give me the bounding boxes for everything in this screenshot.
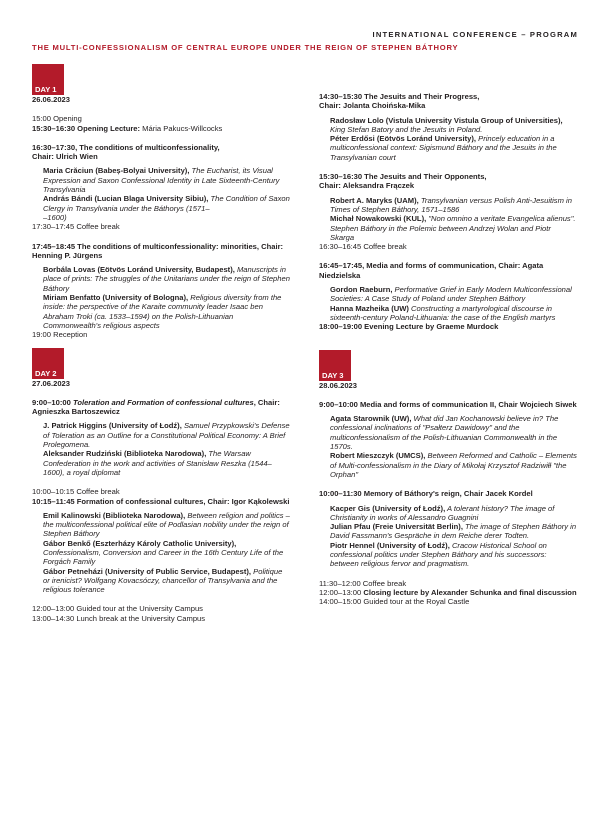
- session-block: [32, 143, 290, 222]
- session-chair: Chair: Jolanta Choińska-Mika: [319, 101, 426, 111]
- speaker: Kacper Gis (University of Łodź),: [330, 503, 446, 513]
- talk-title: Constructing a martyrological discourse in sixteenth-century Poland-Lithuania: the case of the English martyrs: [330, 303, 556, 322]
- talk: [43, 539, 290, 567]
- session-title: 15:30–16:30 The Jesuits and Their Opponents,: [319, 172, 487, 182]
- talk-title: Manuscripts in place of prints: The struggles of the Unitarians under the reign of Stephen Báthory: [43, 265, 290, 293]
- talk-title: King Stefan Batory and the Jesuits in Poland.: [330, 124, 483, 134]
- guided-tour: 12:00–13:00 Guided tour at the University Campus: [32, 604, 203, 614]
- session-title: 14:30–15:30 The Jesuits and Their Progress,: [319, 92, 480, 101]
- speaker: Emil Kalinowski (Biblioteka Narodowa),: [43, 510, 186, 520]
- talk-list: [43, 511, 290, 595]
- day-1-badge: DAY 1: [32, 64, 64, 95]
- header-title: INTERNATIONAL CONFERENCE – PROGRAM: [372, 30, 578, 39]
- session-block: [319, 400, 577, 479]
- talk: [330, 522, 577, 541]
- talk: [330, 134, 577, 162]
- talk: [43, 567, 290, 595]
- session-name: Toleration and Formation of confessional cultures: [72, 397, 254, 407]
- speaker: Robert A. Maryks (UAM),: [330, 195, 419, 205]
- talk: [330, 541, 577, 569]
- session-block: [319, 261, 577, 322]
- talk-title: Politique or irenicist? Wolfgang Kovacsóczy, chancellor of Transylvania and the religious tolerance: [43, 566, 283, 595]
- talk: [43, 194, 290, 213]
- lunch-break: 13:00–14:30 Lunch break at the University Campus: [32, 613, 206, 623]
- talk: [43, 511, 290, 539]
- talk: [43, 293, 290, 330]
- talk-list: [43, 265, 290, 330]
- talk-list: [330, 196, 577, 242]
- session-chair: , Chair: Agnieszka Bartoszewicz: [32, 397, 280, 417]
- opening-lecture-speaker: Mária Pakucs-Willcocks: [140, 123, 223, 133]
- coffee-break: 17:30–17:45 Coffee break: [32, 222, 120, 232]
- opening: 15:00 Opening: [32, 114, 82, 124]
- opening-lecture: [32, 124, 290, 133]
- speaker: Gábor Petneházi (University of Public Service, Budapest),: [43, 566, 252, 576]
- speaker: J. Patrick Higgins (University of Łodź),: [43, 421, 182, 431]
- session-title: 10:00–11:30 Memory of Báthory's reign, Chair Jacek Kordel: [319, 489, 533, 499]
- talk: [330, 285, 577, 304]
- talk-list: [43, 166, 290, 222]
- talk-title: The Eucharist, its Visual Expression and Saxon Confessional Identity in Late Sixteenth-Century Transylvania: [43, 166, 280, 195]
- speaker: András Bándi (Lucian Blaga University Sibiu),: [43, 194, 209, 204]
- talk-title: A tolerant history? The image of Christianity in works of Alessandro Guagnini: [330, 503, 555, 522]
- evening-lecture: 18:00–19:00 Evening Lecture by Graeme Murdock: [319, 322, 499, 332]
- coffee-break: 11:30–12:00 Coffee break: [319, 578, 407, 588]
- talk-title: The Warsaw Confederation in the work and activities of Stanisław Reszka (1544–1600), a royal diplomat: [43, 449, 272, 477]
- left-column: [32, 64, 290, 623]
- day-2-date: 27.06.2023: [32, 378, 71, 388]
- speaker: Radosław Lolo (Vistula University Vistula Group of Universities),: [330, 115, 563, 125]
- day-2-heading: [32, 348, 290, 388]
- session-chair: Chair: Aleksandra Frączek: [319, 181, 415, 191]
- conference-subtitle: THE MULTI-CONFESSIONALISM OF CENTRAL EUROPE UNDER THE REIGN OF STEPHEN BÁTHORY: [32, 43, 459, 52]
- talk-title: Transylvanian versus Polish Anti-Jesuitism in Times of Stephen Báthory, 1571–1586: [330, 195, 572, 214]
- speaker: Gordon Raeburn,: [330, 285, 393, 295]
- talk-list: [330, 504, 577, 569]
- day-3-date: 28.06.2023: [319, 380, 358, 390]
- guided-tour: 14:00–15:00 Guided tour at the Royal Castle: [319, 597, 470, 607]
- closing-time: 12:00–13:00: [319, 587, 364, 597]
- session-block: [319, 92, 577, 162]
- session-title: 17:45–18:45 The conditions of multiconfessionality: minorities, Chair: Henning P. Jürgens: [32, 241, 284, 260]
- speaker: Agata Starownik (UW),: [330, 414, 412, 424]
- session-block: [32, 487, 290, 594]
- talk: [43, 265, 290, 293]
- talk: [330, 304, 577, 323]
- talk-title: The Condition of Saxon Clergy in Transylvania under the Báthorys (1571–: [43, 194, 290, 213]
- talk-title-end: –1600): [43, 212, 67, 222]
- session-chair: Chair: Ulrich Wien: [32, 152, 98, 162]
- session-title: 9:00–10:00 Media and forms of communication II, Chair Wojciech Siwek: [319, 399, 577, 409]
- talk: [330, 504, 577, 523]
- opening-block: [32, 114, 290, 133]
- opening-lecture-time: 15:30–16:30 Opening Lecture:: [32, 123, 141, 133]
- talk: [330, 214, 577, 242]
- talk-title: Performative Grief in Early Modern Multiconfessional Societies: A Case Study of Poland under Stephen Báthory: [330, 285, 572, 304]
- speaker: Robert Mieszczyk (UMCS),: [330, 451, 426, 461]
- talk: [43, 421, 290, 449]
- speaker: Gábor Benkő (Eszterházy Károly Catholic University),: [43, 538, 237, 548]
- talk-list: [43, 421, 290, 477]
- speaker: Julian Pfau (Freie Universität Berlin),: [330, 522, 463, 532]
- talk-title: Cracow Historical School on confessional politics under Stephen Báthory and his successors: between religious fervor and pragmatism.: [330, 540, 547, 569]
- talk: [330, 414, 577, 451]
- afternoon-block: [32, 604, 290, 623]
- coffee-break: 10:00–10:15 Coffee break: [32, 487, 120, 497]
- speaker: Michał Nowakowski (KUL),: [330, 214, 427, 224]
- day-3-badge: DAY 3: [319, 350, 351, 381]
- coffee-break: 16:30–16:45 Coffee break: [319, 242, 407, 252]
- right-column: [319, 92, 577, 606]
- talk-title: Between religion and politics – the multiconfessional political elite of Podlasian nobility under the reign of Stephen Báthory: [43, 510, 290, 539]
- talk-title: "Non omnino a veritate Evangelica alienus". Stephen Báthory in the Polemic between Andrzej Wolan and Piotr Skarga: [330, 214, 576, 242]
- closing-block: [319, 579, 577, 607]
- talk-list: [330, 116, 577, 162]
- session-title: 10:15–11:45 Formation of confessional cultures, Chair: Igor Kąkolewski: [32, 496, 290, 506]
- session-block: [319, 172, 577, 242]
- session-block: [32, 242, 290, 331]
- speaker: Hanna Mazheika (UW): [330, 303, 409, 313]
- session-time: 9:00–10:00: [32, 397, 73, 407]
- speaker: Maria Crăciun (Babeș-Bolyai University),: [43, 166, 190, 176]
- speaker: Piotr Hennel (University of Łodź),: [330, 540, 450, 550]
- talk: [43, 166, 290, 194]
- closing-title: Closing lecture by Alexander Schunka and final discussion: [363, 587, 577, 597]
- talk-title: Princely education in a multiconfessional context: Sigismund Báthory and the Jesuits in the Transylvanian court: [330, 134, 557, 162]
- talk: [330, 196, 577, 215]
- session-title: [32, 398, 290, 417]
- speaker: Borbála Lovas (Eötvös Loránd University, Budapest),: [43, 265, 235, 275]
- talk-list: [330, 285, 577, 322]
- talk-title: Samuel Przypkowski's Defense of Toleration as an Outline for a Constitutional Political Economy: A Brief Prolegomena.: [43, 421, 290, 450]
- talk-title: Confessionalism, Conversion and Career in the 16th Century Life of the Forgách Family: [43, 547, 284, 567]
- closing-lecture: [319, 588, 577, 597]
- session-block: [319, 489, 577, 568]
- talk-title: Between Reformed and Catholic – Elements of Multi-confessionalism in the Diary of Mikołaj Krzysztof Radziwiłł "the Orphan": [330, 451, 577, 479]
- day-2-badge: DAY 2: [32, 348, 64, 379]
- day-1-date: 26.06.2023: [32, 95, 71, 104]
- day-3-heading: [319, 350, 577, 390]
- talk-title: What did Jan Kochanowski believe in? The confessional inclinations of "Psałterz Dawidowy" and the multiconfessionalism of the Polish-Lithuanian Commonwealth in the 1570s.: [330, 414, 559, 452]
- speaker: Aleksander Rudziński (Biblioteka Narodowa),: [43, 449, 207, 459]
- speaker: Péter Erdősi (Eötvös Loránd University),: [330, 134, 477, 144]
- talk-title: Religious diversity from the inside: the perspective of the Karaite community leader Isaac ben Abraham Troki (ca. 1533–1594) on the Polish-Lithuanian Commonwealth's religious aspects: [43, 293, 282, 330]
- speaker: Miriam Benfatto (University of Bologna),: [43, 293, 189, 303]
- session-block: [32, 398, 290, 477]
- reception: 19:00 Reception: [32, 330, 88, 340]
- talk: [330, 451, 577, 479]
- talk: [330, 116, 577, 135]
- talk-list: [330, 414, 577, 479]
- talk: [43, 449, 290, 477]
- session-title: 16:45–17:45, Media and forms of communication, Chair: Agata Niedzielska: [319, 261, 544, 280]
- session-title: 16:30–17:30, The conditions of multiconfessionality,: [32, 142, 220, 152]
- talk-title: The image of Stephen Báthory in David Fassmann's Gespräche in dem Reiche derer Todten.: [330, 522, 577, 541]
